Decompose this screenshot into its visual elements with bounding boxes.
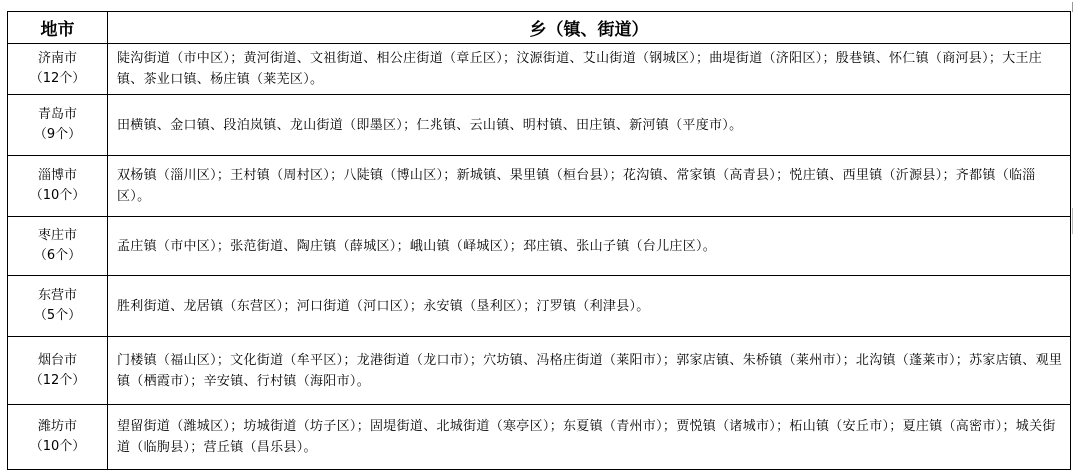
towns-cell: 孟庄镇（市中区）；张范街道、陶庄镇（薛城区）；峨山镇（峄城区）；邳庄镇、张山子镇（台儿庄区）。 [108, 217, 1071, 276]
table-row [8, 156, 1071, 217]
city-cell [8, 337, 108, 405]
table-row [8, 217, 1071, 276]
city-count: （10个） [29, 439, 86, 454]
towns-cell: 田横镇、金口镇、段泊岚镇、龙山街道（即墨区）；仁兆镇、云山镇、明村镇、田庄镇、新河镇（平度市）。 [108, 95, 1071, 156]
towns-cell: 双杨镇（淄川区）；王村镇（周村区）；八陡镇（博山区）；新城镇、果里镇（桓台县）；花沟镇、常家镇（高青县）；悦庄镇、西里镇（沂源县）；齐都镇（临淄区）。 [108, 156, 1071, 217]
city-name: 潍坊市 [37, 419, 77, 434]
city-cell [8, 44, 108, 95]
town-list-table-container [7, 11, 1070, 470]
page-edge-mark [1072, 2, 1077, 12]
header-region: 地市 [8, 12, 108, 44]
city-count: （10个） [29, 188, 86, 203]
city-name: 烟台市 [37, 352, 77, 368]
page-edge-mark [1072, 208, 1077, 234]
city-cell [8, 156, 108, 217]
towns-cell: 陡沟街道（市中区）；黄河街道、文祖街道、相公庄街道（章丘区）；汶源街道、艾山街道（钢城区）；曲堤街道（济阳区）；殷巷镇、怀仁镇（商河县）；大王庄镇、茶业口镇、杨庄镇（莱芜区）。 [108, 44, 1071, 95]
city-name: 济南市 [37, 51, 77, 66]
city-name: 青岛市 [37, 107, 77, 122]
city-cell [8, 95, 108, 156]
town-list-table [7, 11, 1071, 470]
city-name: 枣庄市 [37, 228, 77, 243]
city-count: （12个） [29, 71, 86, 86]
table-row [8, 337, 1071, 405]
city-count: （12个） [29, 372, 86, 388]
city-cell [8, 405, 108, 470]
city-name: 淄博市 [37, 168, 77, 183]
towns-cell: 望留街道（潍城区）；坊城街道（坊子区）；固堤街道、北城街道（寒亭区）；东夏镇（青州市）；贾悦镇（诸城市）；柘山镇（安丘市）；夏庄镇（高密市）；城关街道（临朐县）；营丘镇（昌乐县）。 [108, 405, 1071, 470]
towns-cell: 门楼镇（福山区）；文化街道（牟平区）；龙港街道（龙口市）；穴坊镇、冯格庄街道（莱阳市）；郭家店镇、朱桥镇（莱州市）；北沟镇（蓬莱市）；苏家店镇、观里镇（栖霞市）；辛安镇、行村镇（海阳市）。 [108, 337, 1071, 405]
city-count: （5个） [33, 308, 82, 323]
table-row [8, 95, 1071, 156]
city-cell [8, 217, 108, 276]
table-row [8, 44, 1071, 95]
table-row [8, 276, 1071, 337]
city-count: （6个） [33, 248, 82, 263]
city-cell [8, 276, 108, 337]
city-count: （9个） [33, 127, 82, 142]
header-towns: 乡（镇、街道） [108, 12, 1071, 44]
table-header-row [8, 12, 1071, 44]
towns-cell: 胜利街道、龙居镇（东营区）；河口街道（河口区）；永安镇（垦利区）；汀罗镇（利津县）。 [108, 276, 1071, 337]
city-name: 东营市 [37, 288, 77, 303]
table-row [8, 405, 1071, 470]
